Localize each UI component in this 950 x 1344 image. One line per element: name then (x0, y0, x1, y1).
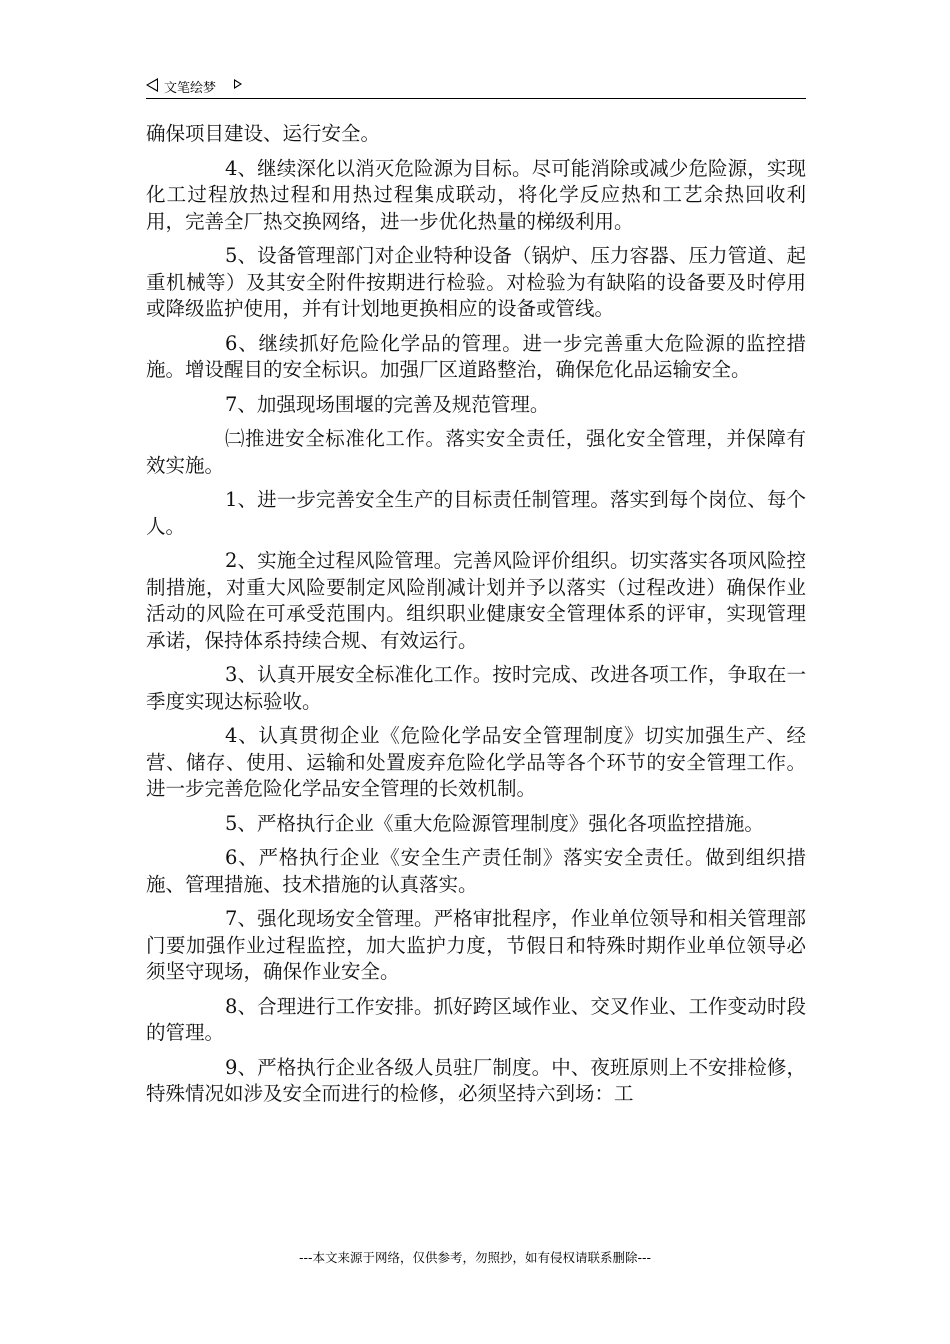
paragraph: 7、强化现场安全管理。严格审批程序，作业单位领导和相关管理部门要加强作业过程监控，加大监护力度，节假日和特殊时期作业单位领导必须坚守现场，确保作业安全。 (146, 907, 806, 983)
paragraph: 9、严格执行企业各级人员驻厂制度。中、夜班原则上不安排检修，特殊情况如涉及安全而进行的检修，必须坚持六到场：工 (146, 1055, 806, 1105)
paragraph: 5、严格执行企业《重大危险源管理制度》强化各项监控措施。 (225, 811, 764, 835)
left-triangle-icon (146, 78, 158, 92)
paragraph: 3、认真开展安全标准化工作。按时完成、改进各项工作，争取在一季度实现达标验收。 (146, 663, 806, 713)
header-brand: 文笔绘梦 (164, 81, 217, 96)
page-header (146, 74, 806, 100)
paragraph: 1、进一步完善安全生产的目标责任制管理。落实到每个岗位、每个人。 (146, 488, 806, 538)
paragraph: 8、合理进行工作安排。抓好跨区域作业、交叉作业、工作变动时段的管理。 (146, 994, 806, 1044)
header-rule (146, 98, 806, 99)
paragraph: 4、认真贯彻企业《危险化学品安全管理制度》切实加强生产、经营、储存、使用、运输和处置废弃危险化学品等各个环节的安全管理工作。进一步完善危险化学品安全管理的长效机制。 (146, 724, 806, 800)
page-footer: ---本文来源于网络，仅供参考，勿照抄，如有侵权请联系删除--- (298, 1250, 652, 1265)
paragraph: 5、设备管理部门对企业特种设备（锅炉、压力容器、压力管道、起重机械等）及其安全附件按期进行检验。对检验为有缺陷的设备要及时停用或降级监护使用，并有计划地更换相应的设备或管线。 (146, 244, 806, 320)
paragraph: 6、严格执行企业《安全生产责任制》落实安全责任。做到组织措施、管理措施、技术措施的认真落实。 (146, 846, 806, 896)
paragraph: 7、加强现场围堰的完善及规范管理。 (225, 392, 550, 416)
paragraph: 2、实施全过程风险管理。完善风险评价组织。切实落实各项风险控制措施，对重大风险要制定风险削减计划并予以落实（过程改进）确保作业活动的风险在可承受范围内。组织职业健康安全管理体系的评审，实现管理承诺，保持体系持续合规、有效运行。 (146, 549, 806, 652)
paragraph: 确保项目建设、运行安全。 (146, 122, 381, 145)
document-body (146, 121, 806, 1116)
paragraph: ㈡推进安全标准化工作。落实安全责任，强化安全管理，并保障有效实施。 (146, 427, 806, 477)
right-triangle-icon (234, 79, 242, 89)
paragraph: 6、继续抓好危险化学品的管理。进一步完善重大危险源的监控措施。增设醒目的安全标识。加强厂区道路整治，确保危化品运输安全。 (146, 331, 806, 381)
paragraph: 4、继续深化以消灭危险源为目标。尽可能消除或减少危险源，实现化工过程放热过程和用热过程集成联动，将化学反应热和工艺余热回收利用，完善全厂热交换网络，进一步优化热量的梯级利用。 (146, 156, 806, 233)
